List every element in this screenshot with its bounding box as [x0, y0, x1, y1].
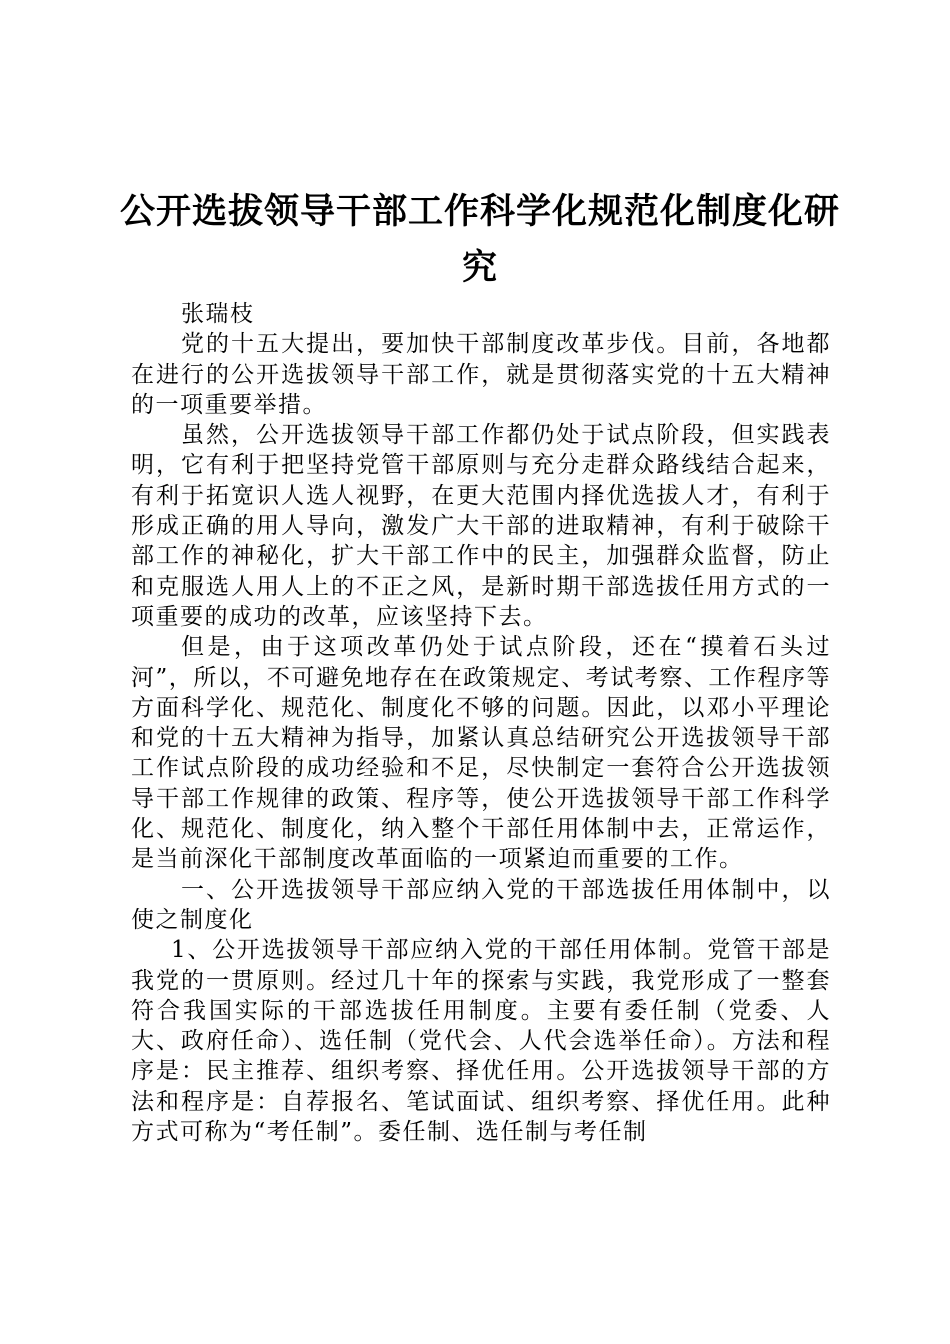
item-paragraph-1: 1、公开选拔领导干部应纳入党的干部任用体制。党管干部是我党的一贯原则。经过几十年的探索与实践，我党形成了一整套符合我国实际的干部选拔任用制度。主要有委任制（党委、人大、政府任命）、选任制（党代会、人代会选举任命）。方法和程序是：民主推荐、组织考察、择优任用。公开选拔领导干部的方法和程序是：自荐报名、笔试面试、组织考察、择优任用。此种方式可称为“考任制”。委任制、选任制与考任制	[131, 937, 831, 1146]
body-paragraph-3: 但是，由于这项改革仍处于试点阶段，还在“摸着石头过河”，所以，不可避免地存在在政策规定、考试考察、工作程序等方面科学化、规范化、制度化不够的问题。因此，以邓小平理论和党的十五大精神为指导，加紧认真总结研究公开选拔领导干部工作试点阶段的成功经验和不足，尽快制定一套符合公开选拔领导干部工作规律的政策、程序等，使公开选拔领导干部工作科学化、规范化、制度化，纳入整个干部任用体制中去，正常运作，是当前深化干部制度改革面临的一项紧迫而重要的工作。	[131, 634, 831, 873]
author-name: 张瑞枝	[181, 301, 255, 327]
document-title: 公开选拔领导干部工作科学化规范化制度化研究	[120, 192, 841, 288]
document-body	[131, 299, 831, 1147]
body-paragraph-2: 虽然，公开选拔领导干部工作都仍处于试点阶段，但实践表明，它有利于把坚持党管干部原则与充分走群众路线结合起来，有利于拓宽识人选人视野，在更大范围内择优选拔人才，有利于形成正确的用人导向，激发广大干部的进取精神，有利于破除干部工作的神秘化，扩大干部工作中的民主，加强群众监督，防止和克服选人用人上的不正之风，是新时期干部选拔任用方式的一项重要的成功的改革，应该坚持下去。	[131, 422, 831, 630]
section-heading: 一、公开选拔领导干部应纳入党的干部选拔任用体制中，以使之制度化	[131, 876, 831, 933]
body-paragraph-1: 党的十五大提出，要加快干部制度改革步伐。目前，各地都在进行的公开选拔领导干部工作，就是贯彻落实党的十五大精神的一项重要举措。	[131, 331, 831, 418]
